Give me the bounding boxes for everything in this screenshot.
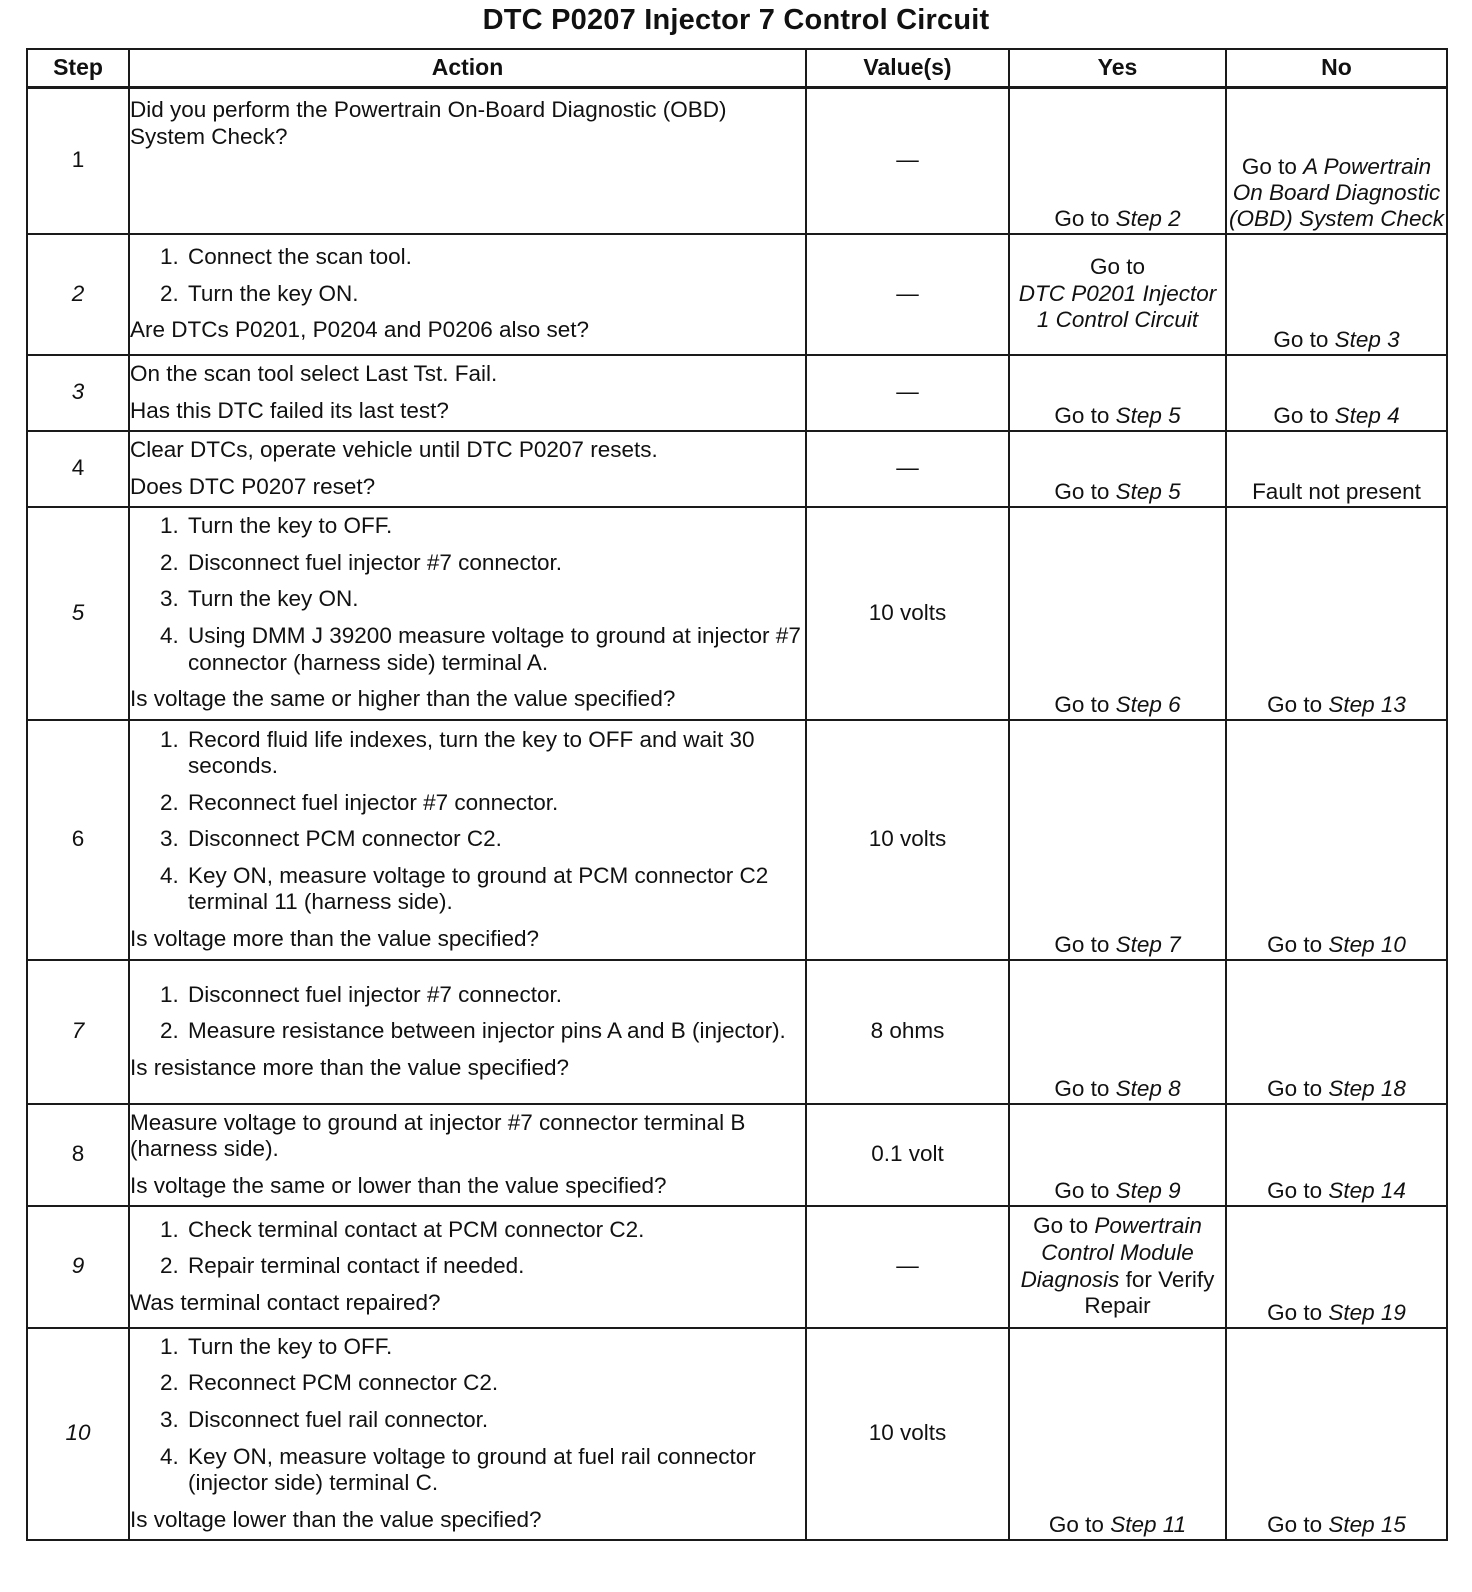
header-action: Action — [129, 49, 806, 88]
action-question: Is voltage lower than the value specified? — [130, 1506, 542, 1532]
yes-prefix: Go to — [1054, 691, 1116, 717]
action-step: 1. Connect the scan tool. — [185, 244, 805, 271]
action-step: 1. Record fluid life indexes, turn the key to OFF and wait 30 seconds. — [185, 727, 805, 780]
no-cell — [1226, 960, 1447, 1104]
no-link: Step 13 — [1328, 691, 1406, 717]
no-cell — [1226, 1328, 1447, 1540]
action-steps — [130, 1334, 805, 1497]
no-cell — [1226, 1206, 1447, 1328]
header-row — [27, 49, 1447, 88]
action-steps — [130, 244, 805, 307]
yes-link: Step 5 — [1115, 478, 1181, 504]
no-cell — [1226, 1104, 1447, 1206]
no-cell: Fault not present — [1226, 431, 1447, 507]
action-cell — [129, 355, 806, 431]
action-cell — [129, 1104, 806, 1206]
yes-cell — [1009, 355, 1226, 431]
step-number: 7 — [27, 960, 129, 1104]
header-step: Step — [27, 49, 129, 88]
action-cell — [129, 1206, 806, 1328]
action-question: Does DTC P0207 reset? — [130, 473, 376, 499]
yes-cell — [1009, 1328, 1226, 1540]
action-cell — [129, 88, 806, 234]
yes-link: Step 9 — [1115, 1177, 1181, 1203]
action-question: Was terminal contact repaired? — [130, 1289, 441, 1315]
value-cell: 10 volts — [806, 720, 1009, 960]
action-question: Is voltage the same or lower than the value specified? — [130, 1172, 667, 1198]
action-step: 3. Disconnect PCM connector C2. — [185, 826, 805, 853]
value-cell: — — [806, 355, 1009, 431]
table-row — [27, 234, 1447, 355]
action-step: 3. Turn the key ON. — [185, 586, 805, 613]
no-link: Step 4 — [1334, 402, 1400, 428]
action-steps — [130, 982, 805, 1045]
action-step: 3. Disconnect fuel rail connector. — [185, 1407, 805, 1434]
no-prefix: Go to — [1241, 154, 1304, 180]
action-step: 1. Turn the key to OFF. — [185, 1334, 805, 1361]
step-number: 3 — [27, 355, 129, 431]
yes-link: Step 11 — [1110, 1511, 1187, 1537]
header-no: No — [1226, 49, 1447, 88]
yes-cell — [1009, 431, 1226, 507]
header-values: Value(s) — [806, 49, 1009, 88]
yes-prefix: Go to — [1089, 254, 1146, 280]
step-number: 2 — [27, 234, 129, 355]
no-cell — [1226, 355, 1447, 431]
no-link: Step 10 — [1328, 931, 1406, 957]
yes-cell — [1009, 507, 1226, 720]
step-number: 1 — [27, 88, 129, 234]
no-prefix: Go to — [1267, 691, 1329, 717]
no-prefix: Go to — [1273, 326, 1335, 352]
table-row — [27, 960, 1447, 1104]
action-cell — [129, 960, 806, 1104]
yes-prefix: Go to — [1054, 205, 1116, 231]
action-step: 1. Check terminal contact at PCM connector C2. — [185, 1217, 805, 1244]
table-row — [27, 1206, 1447, 1328]
step-number: 4 — [27, 431, 129, 507]
action-step: 2. Turn the key ON. — [185, 281, 805, 308]
action-text: Did you perform the Powertrain On-Board Diagnostic (OBD) System Check? — [130, 97, 727, 149]
action-steps — [130, 513, 805, 676]
no-prefix: Go to — [1267, 1511, 1329, 1537]
action-step: 2. Disconnect fuel injector #7 connector. — [185, 550, 805, 577]
action-step: 4. Using DMM J 39200 measure voltage to ground at injector #7 connector (harness side) terminal A. — [185, 623, 805, 676]
yes-prefix: Go to — [1054, 1177, 1116, 1203]
no-link: Step 3 — [1334, 326, 1400, 352]
action-text: Measure voltage to ground at injector #7 connector terminal B (harness side). — [130, 1109, 746, 1162]
action-cell — [129, 1328, 806, 1540]
no-prefix: Go to — [1267, 1075, 1329, 1101]
yes-cell — [1009, 88, 1226, 234]
action-question: Is voltage more than the value specified? — [130, 925, 539, 951]
diagnostic-table — [26, 48, 1448, 1541]
yes-prefix: Go to — [1054, 402, 1116, 428]
action-step: 1. Disconnect fuel injector #7 connector. — [185, 982, 805, 1009]
step-number: 8 — [27, 1104, 129, 1206]
action-question: Is voltage the same or higher than the value specified? — [130, 686, 676, 712]
action-question: Is resistance more than the value specified? — [130, 1054, 569, 1080]
step-number: 9 — [27, 1206, 129, 1328]
page-title: DTC P0207 Injector 7 Control Circuit — [482, 4, 990, 36]
value-cell: — — [806, 431, 1009, 507]
no-link: Step 15 — [1328, 1511, 1406, 1537]
action-step: 2. Reconnect PCM connector C2. — [185, 1370, 805, 1397]
no-link: A Powertrain On Board Diagnostic (OBD) System Check — [1228, 154, 1445, 232]
no-link: Step 19 — [1328, 1299, 1406, 1325]
table-row — [27, 507, 1447, 720]
no-link: Step 18 — [1328, 1075, 1406, 1101]
action-text: Clear DTCs, operate vehicle until DTC P0207 resets. — [130, 436, 658, 462]
header-yes: Yes — [1009, 49, 1226, 88]
yes-prefix: Go to — [1054, 931, 1116, 957]
action-step: 2. Reconnect fuel injector #7 connector. — [185, 790, 805, 817]
value-cell: 8 ohms — [806, 960, 1009, 1104]
yes-link: Step 8 — [1115, 1075, 1181, 1101]
no-cell — [1226, 507, 1447, 720]
step-number: 6 — [27, 720, 129, 960]
table-row — [27, 720, 1447, 960]
action-question: Has this DTC failed its last test? — [130, 397, 449, 423]
no-prefix: Go to — [1267, 931, 1329, 957]
yes-cell — [1009, 1206, 1226, 1328]
yes-link: Powertrain Control Module Diagnosis — [1020, 1213, 1202, 1292]
yes-prefix: Go to — [1054, 1075, 1116, 1101]
yes-link: Step 7 — [1115, 931, 1181, 957]
table-row — [27, 1328, 1447, 1540]
action-cell — [129, 234, 806, 355]
table-row — [27, 1104, 1447, 1206]
value-cell: 0.1 volt — [806, 1104, 1009, 1206]
yes-suffix: for Verify Repair — [1084, 1266, 1215, 1319]
yes-prefix: Go to — [1054, 478, 1116, 504]
value-cell: — — [806, 1206, 1009, 1328]
no-prefix: Go to — [1267, 1177, 1329, 1203]
no-prefix: Go to — [1267, 1299, 1329, 1325]
yes-cell — [1009, 1104, 1226, 1206]
step-number: 10 — [27, 1328, 129, 1540]
action-step: 4. Key ON, measure voltage to ground at PCM connector C2 terminal 11 (harness side). — [185, 863, 805, 916]
table-row — [27, 88, 1447, 234]
action-text: On the scan tool select Last Tst. Fail. — [130, 360, 498, 386]
no-cell — [1226, 720, 1447, 960]
no-link: Step 14 — [1328, 1177, 1406, 1203]
yes-cell — [1009, 720, 1226, 960]
value-cell: 10 volts — [806, 507, 1009, 720]
action-cell — [129, 431, 806, 507]
yes-cell — [1009, 960, 1226, 1104]
action-cell — [129, 507, 806, 720]
table-row — [27, 355, 1447, 431]
action-steps — [130, 727, 805, 916]
action-step: 1. Turn the key to OFF. — [185, 513, 805, 540]
step-number: 5 — [27, 507, 129, 720]
no-cell — [1226, 88, 1447, 234]
action-question: Are DTCs P0201, P0204 and P0206 also set? — [130, 317, 590, 343]
action-step: 2. Measure resistance between injector pins A and B (injector). — [185, 1018, 805, 1045]
action-steps — [130, 1217, 805, 1280]
value-cell: — — [806, 88, 1009, 234]
value-cell: — — [806, 234, 1009, 355]
yes-link: Step 2 — [1115, 205, 1181, 231]
action-step: 2. Repair terminal contact if needed. — [185, 1253, 805, 1280]
yes-link: Step 5 — [1115, 402, 1181, 428]
value-cell: 10 volts — [806, 1328, 1009, 1540]
yes-link: Step 6 — [1115, 691, 1181, 717]
yes-prefix: Go to — [1048, 1511, 1111, 1537]
action-step: 4. Key ON, measure voltage to ground at fuel rail connector (injector side) terminal C. — [185, 1444, 805, 1497]
yes-prefix: Go to — [1033, 1213, 1095, 1239]
table-row — [27, 431, 1447, 507]
action-cell — [129, 720, 806, 960]
no-cell — [1226, 234, 1447, 355]
no-prefix: Go to — [1273, 402, 1335, 428]
yes-cell — [1009, 234, 1226, 355]
yes-link: DTC P0201 Injector 1 Control Circuit — [1018, 280, 1217, 333]
